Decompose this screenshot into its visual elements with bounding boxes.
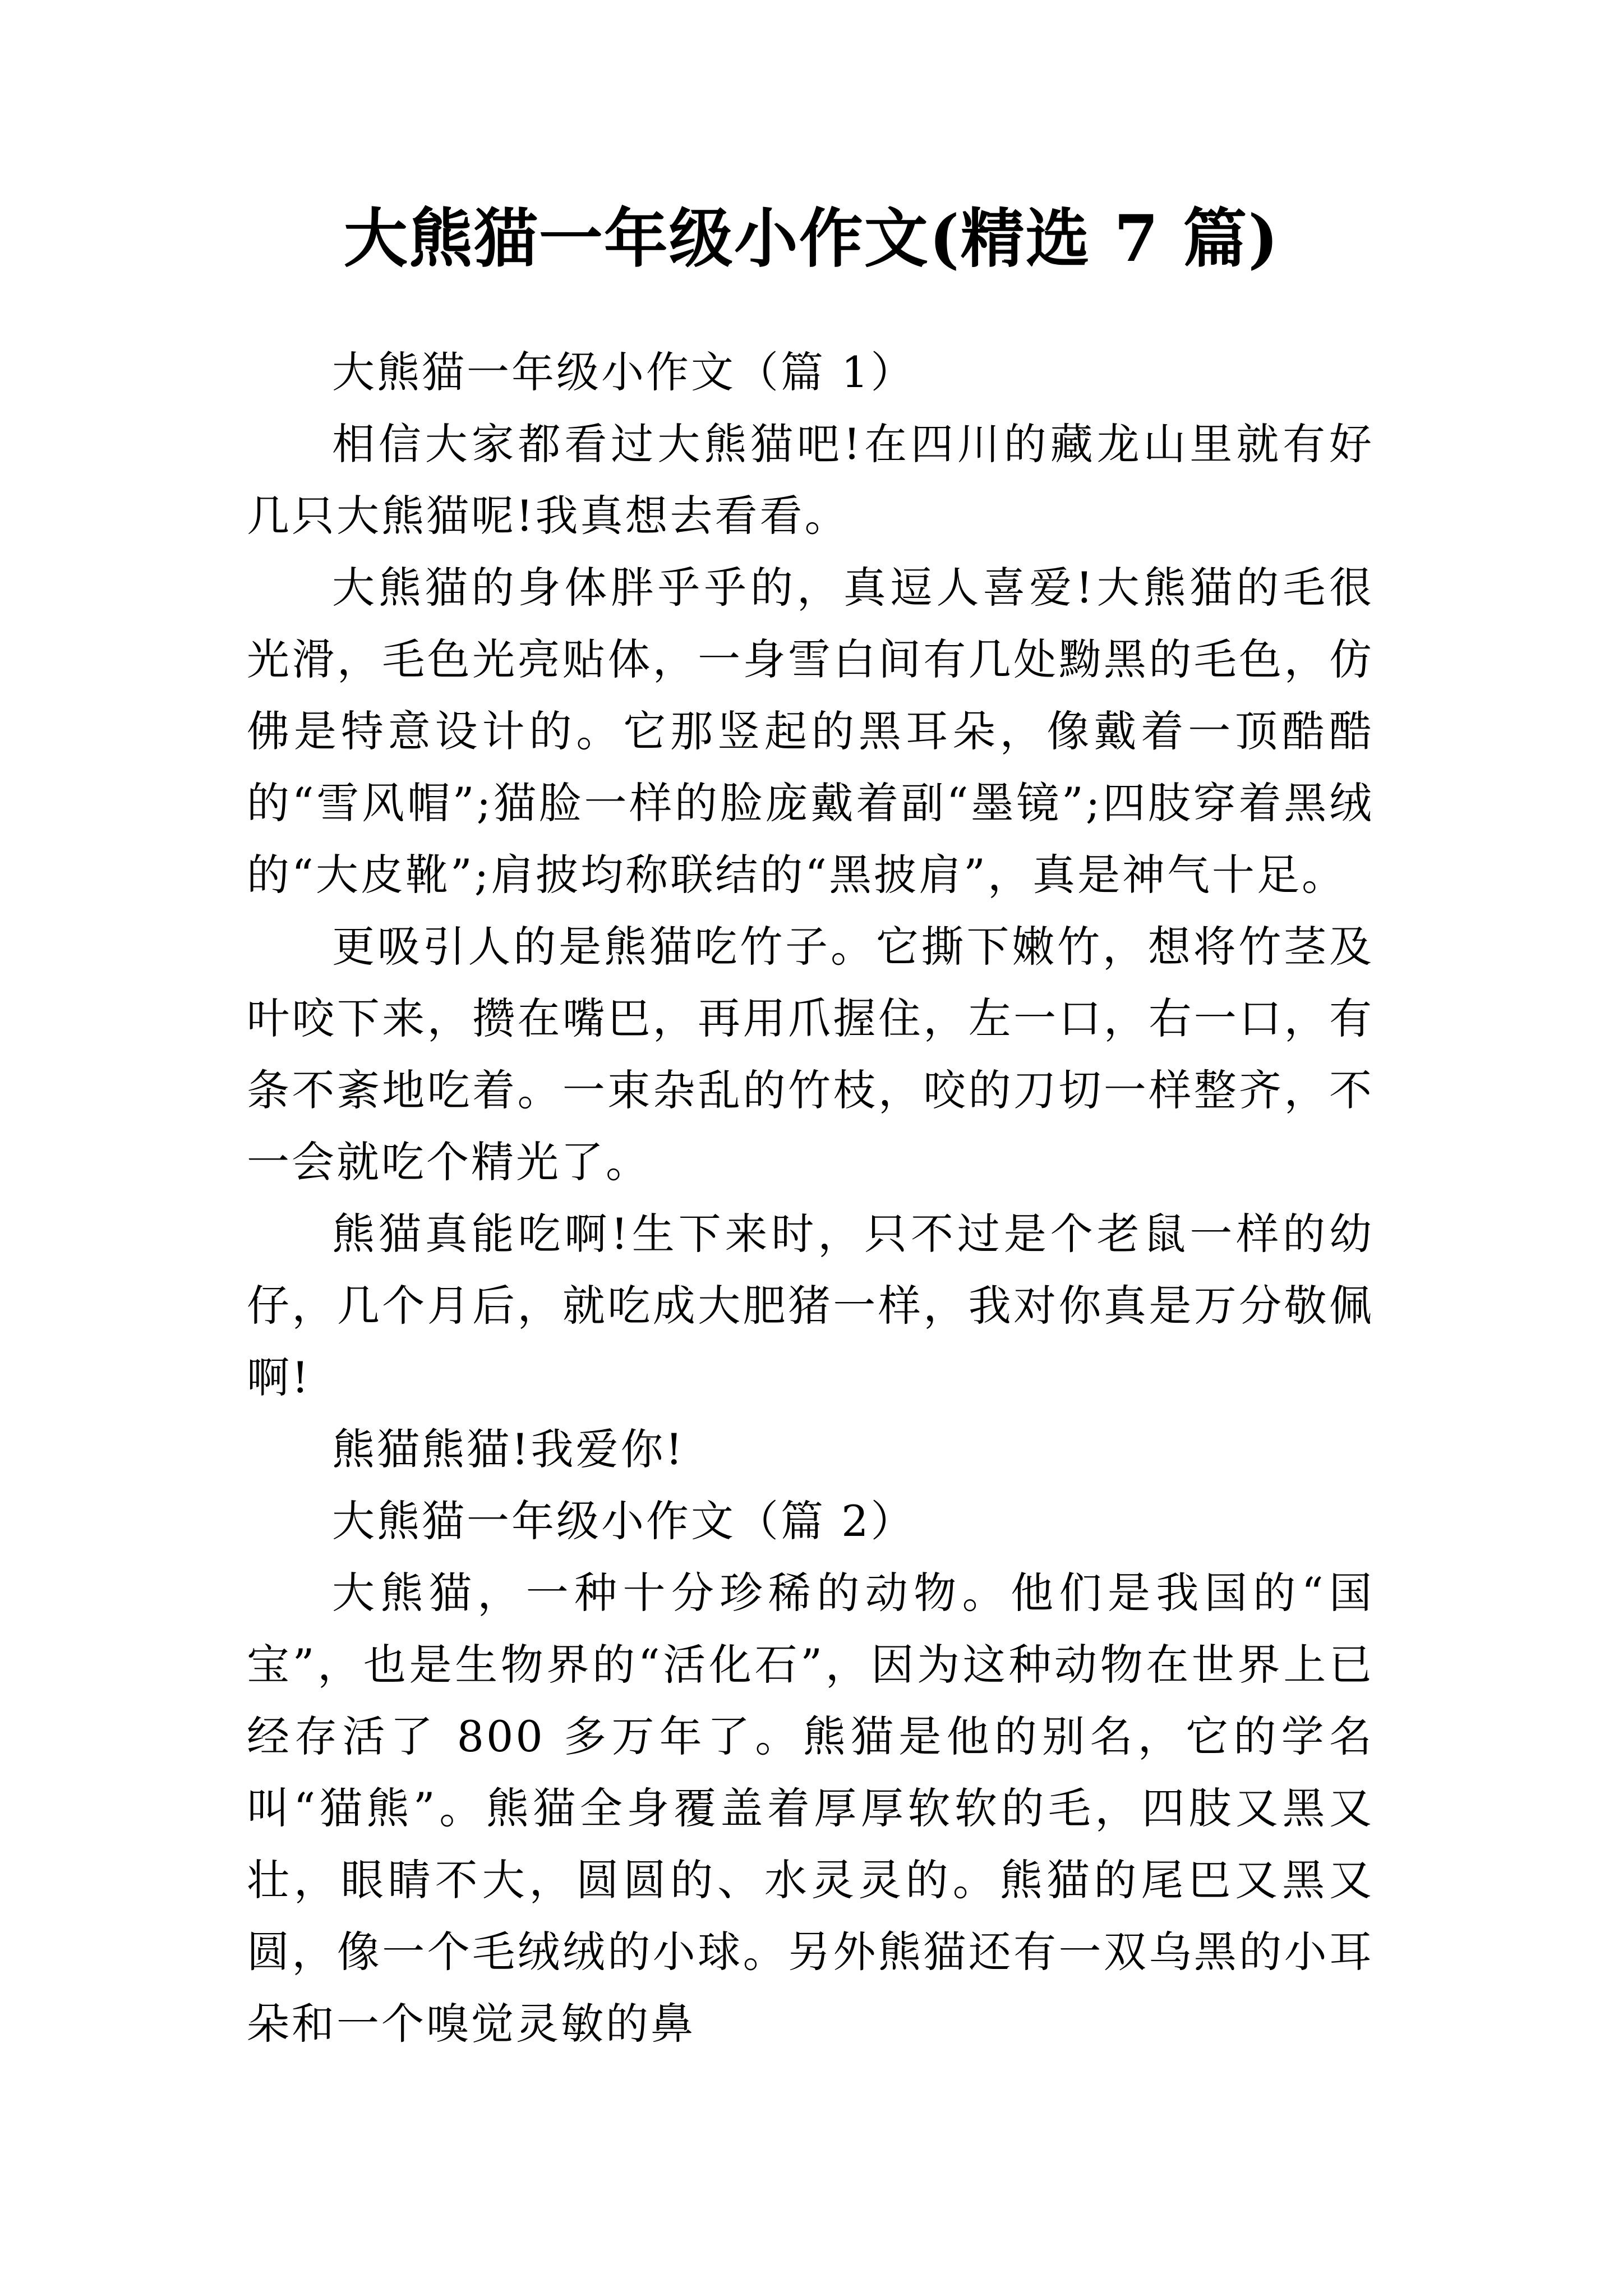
- paragraph: 大熊猫，一种十分珍稀的动物。他们是我国的“国宝”，也是生物界的“活化石”，因为这种动物在世界上已经存活了 800 多万年了。熊猫是他的别名，它的学名叫“猫熊”。熊猫全身覆盖着厚厚软软的毛，四肢又黑又壮，眼睛不大，圆圆的、水灵灵的。熊猫的尾巴又黑又圆，像一个毛绒绒的小球。另外熊猫还有一双乌黑的小耳朵和一个嗅觉灵敏的鼻: [247, 1568, 1374, 2049]
- paragraph: 大熊猫的身体胖乎乎的，真逗人喜爱!大熊猫的毛很光滑，毛色光亮贴体，一身雪白间有几处黝黑的毛色，仿佛是特意设计的。它那竖起的黑耳朵，像戴着一顶酷酷的“雪风帽”;猫脸一样的脸庞戴着副“墨镜”;四肢穿着黑绒的“大皮靴”;肩披均称联结的“黑披肩”，真是神气十足。: [247, 563, 1374, 900]
- paragraph: 相信大家都看过大熊猫吧!在四川的藏龙山里就有好几只大熊猫呢!我真想去看看。: [247, 419, 1374, 541]
- document-body: [247, 337, 1374, 2060]
- document-title: 大熊猫一年级小作文(精选 7 篇): [343, 201, 1280, 276]
- paragraph: 熊猫熊猫!我爱你!: [332, 1424, 685, 1474]
- section-heading-1: 大熊猫一年级小作文（篇 1）: [332, 347, 916, 397]
- paragraph: 更吸引人的是熊猫吃竹子。它撕下嫩竹，想将竹茎及叶咬下来，攒在嘴巴，再用爪握住，左一口，右一口，有条不紊地吃着。一束杂乱的竹枝，咬的刀切一样整齐，不一会就吃个精光了。: [247, 922, 1374, 1187]
- section-heading-2: 大熊猫一年级小作文（篇 2）: [332, 1496, 916, 1546]
- paragraph: 熊猫真能吃啊!生下来时，只不过是个老鼠一样的幼仔，几个月后，就吃成大肥猪一样，我对你真是万分敬佩啊!: [247, 1209, 1374, 1402]
